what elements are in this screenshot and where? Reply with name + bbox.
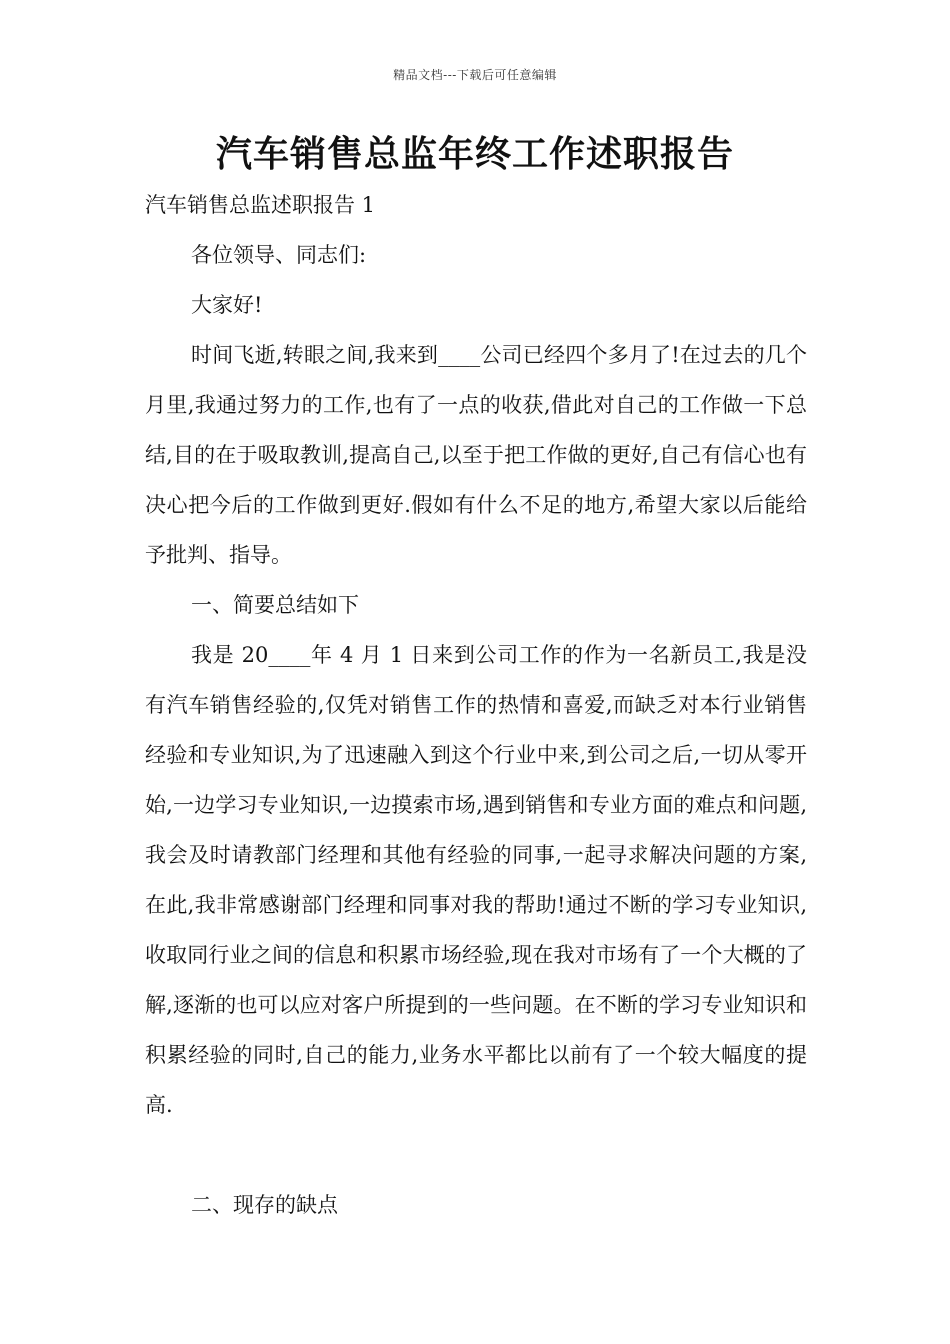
document-body (145, 180, 807, 1230)
section-heading-shortcomings: 二、现存的缺点 (191, 1193, 338, 1217)
section-heading-summary: 一、简要总结如下 (191, 593, 359, 617)
intro-paragraph: 时间飞逝,转眼之间,我来到____公司已经四个多月了!在过去的几个月里,我通过努力的工作,也有了一点的收获,借此对自己的工作做一下总结,目的在于吸取教训,提高自己,以至于把工作做的更好,自己有信心也有决心把今后的工作做到更好.假如有什么不足的地方,希望大家以后能给予批判、指导。 (145, 343, 807, 567)
report-subtitle: 汽车销售总监述职报告 1 (145, 193, 376, 217)
paragraph-gap (145, 1130, 807, 1180)
header-note: 精品文档---下载后可任意编辑 (393, 68, 557, 82)
hello-paragraph: 大家好! (191, 293, 263, 317)
summary-paragraph: 我是 20____年 4 月 1 日来到公司工作的作为一名新员工,我是没有汽车销售经验的,仅凭对销售工作的热情和喜爱,而缺乏对本行业销售经验和专业知识,为了迅速融入到这个行业中来,到公司之后,一切从零开始,一边学习专业知识,一边摸索市场,遇到销售和专业方面的难点和问题,我会及时请教部门经理和其他有经验的同事,一起寻求解决问题的方案,在此,我非常感谢部门经理和同事对我的帮助!通过不断的学习专业知识,收取同行业之间的信息和积累市场经验,现在我对市场有了一个大概的了解,逐渐的也可以应对客户所提到的一些问题。在不断的学习专业知识和积累经验的同时,自己的能力,业务水平都比以前有了一个较大幅度的提高. (145, 643, 807, 1117)
greeting-paragraph: 各位领导、同志们: (191, 243, 367, 267)
document-title: 汽车销售总监年终工作述职报告 (215, 133, 734, 175)
